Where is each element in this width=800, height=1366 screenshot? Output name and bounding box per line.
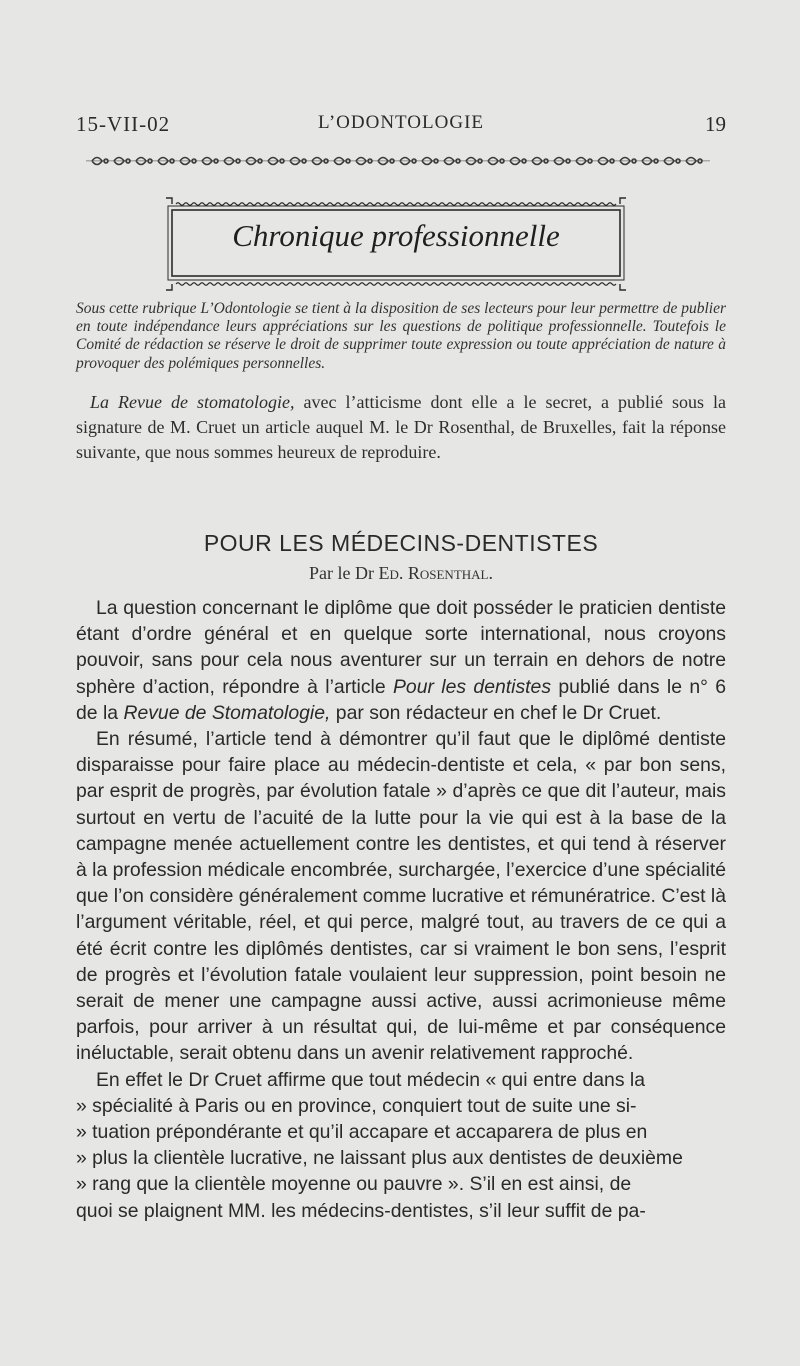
- paragraph-3-line-1: En effet le Dr Cruet affirme que tout médecin « qui entre dans la: [96, 1068, 645, 1091]
- byline: [76, 563, 726, 584]
- running-header: [76, 112, 726, 142]
- p1-title-ref: Pour les dentistes: [392, 675, 552, 698]
- paragraph-3-line-6: quoi se plaignent MM. les médecins-dentistes, s’il leur suffit de pa-: [76, 1199, 646, 1222]
- wavy-frame-icon: [164, 196, 628, 292]
- journal-title: L’ODONTOLOGIE: [317, 112, 485, 133]
- paragraph-1: [76, 595, 726, 726]
- byline-prefix: Par le Dr: [309, 563, 374, 583]
- paragraph-2: En résumé, l’article tend à démontrer qu’il faut que le diplômé dentiste disparaisse pour faire place au médecin-dentiste et cela, « par bon sens, par esprit de progrès, par évolution fatale » d’après ce que dit l’auteur, mais surtout en vertu de l’acuité de la lutte pour la vie qui est à la base de la campagne menée actuellement contre les dentistes, et qui tend à réserver à la profession médicale encombrée, surchargée, l’exercice d’une spécialité que l’on considère généralement comme lucrative et rémunératrice. C’est là l’argument véritable, réel, et qui perce, malgré tout, au travers de ce qui a été écrit contre les diplômés dentistes, car si vraiment le bon sens, l’esprit de progrès et l’évolution fatale voulaient leur suppression, point besoin ne serait de mener une campagne aussi active, aussi acrimonieuse même parfois, pour arriver à un résultat qui, de lui-même et par conséquence inéluctable, serait obtenu dans un avenir relativement rapproché.: [76, 728, 726, 1065]
- article-title: POUR LES MÉDECINS-DENTISTES: [203, 530, 599, 556]
- paragraph-3-line-3: » tuation prépondérante et qu’il accapare et accaparera de plus en: [76, 1121, 648, 1144]
- article-body: [76, 595, 726, 1224]
- paragraph-3-line-2: » spécialité à Paris ou en province, conquiert tout de suite une si-: [76, 1094, 637, 1117]
- p1-text-c: publié dans le n° 6 de la: [76, 675, 726, 724]
- fleuron-band-icon: [86, 153, 710, 169]
- p1-text-a: La question concernant le diplôme que doit posséder le praticien dentiste étant d’ordre général et en quelque sorte international, nous croyons pouvoir, sans pour cela nous aventurer sur un terrain en dehors de notre sphère d’action, répondre à l’article: [76, 597, 726, 698]
- editorial-notice: Sous cette rubrique L’Odontologie se tient à la disposition de ses lecteurs pour leur permettre de publier en toute indépendance leurs appréciations sur les questions de politique professionnelle. Toutefois le Comité de rédaction se réserve le droit de supprimer toute expression ou toute appréciation de nature à provoquer des polémiques personnelles.: [76, 300, 726, 372]
- p1-journal-ref: Revue de Stomatologie,: [123, 701, 331, 724]
- intro-journal-name: La Revue de stomatologie,: [90, 392, 295, 412]
- paragraph-3-line-5: » rang que la clientèle moyenne ou pauvre ». S’il en est ainsi, de: [76, 1173, 632, 1196]
- intro-text: avec l’atticisme dont elle a le secret, a publié sous la signature de M. Cruet un article auquel M. le Dr Rosenthal, de Bruxelles, fait la réponse suivante, que nous sommes heureux de reproduire.: [76, 392, 726, 462]
- p1-text-e: par son rédacteur en chef le Dr Cruet.: [330, 701, 662, 724]
- byline-author: Ed. Rosenthal.: [378, 563, 493, 583]
- intro-paragraph: [76, 390, 726, 465]
- paragraph-3-line-4: » plus la clientèle lucrative, ne laissant plus aux dentistes de deuxième: [76, 1147, 683, 1170]
- page-number: 19: [705, 112, 726, 136]
- rubric-title: Chronique professionnelle: [232, 218, 560, 253]
- issue-date: 15-VII-02: [76, 112, 171, 136]
